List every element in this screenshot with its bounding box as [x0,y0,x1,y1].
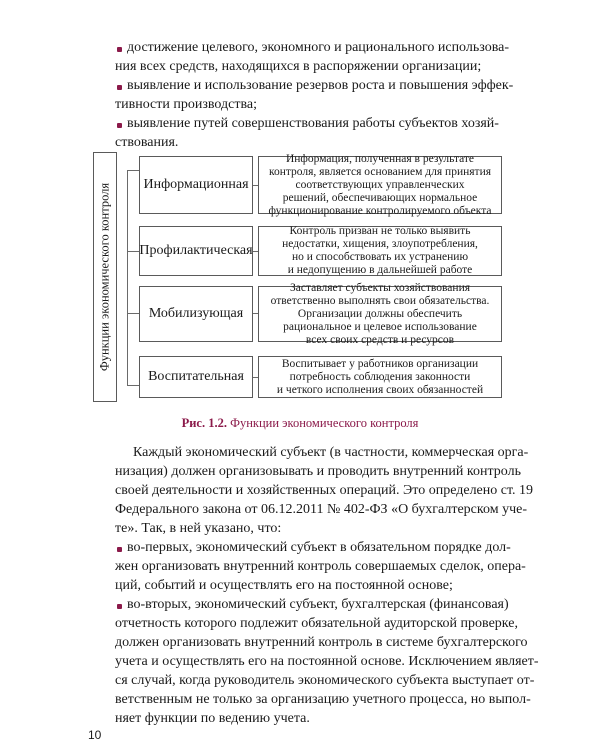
function-name: Профилактическая [139,243,253,258]
desc-line: решений, обеспечивающих нормальное [282,191,478,204]
bullet-line: достижение целевого, экономного и рационального использова- [127,40,509,55]
bullet-line: во-вторых, экономический субъект, бухгалтерская (финансовая) [127,597,509,612]
bullet-marker [117,47,122,52]
bullet-line: во-первых, экономический субъект в обязательном порядке дол- [127,540,511,555]
bullet-line: учета и осуществлять его на постоянной основе. Исключением являет- [115,654,539,669]
desc-line: Контроль призван не только выявить [289,225,471,237]
bullet-marker [117,547,122,552]
desc-line: рациональное и целевое использование [283,320,477,333]
function-box-informational [139,156,253,214]
paragraph-line: своей деятельности и хозяйственных операций. Это определено ст. 19 [115,483,534,498]
function-name: Воспитательная [148,369,244,384]
paragraph-line: Каждый экономический субъект (в частности, коммерческая орга- [133,445,529,460]
bullet-line: ций, событий и осуществлять его на постоянной основе; [115,578,453,593]
connector-trunk [127,170,128,385]
bullet-line: выявление путей совершенствования работы субъектов хозяй- [127,116,499,131]
function-box-preventive [139,226,253,276]
desc-line: недостатки, хищения, злоупотребления, [282,238,478,250]
desc-line: и недопущению в дальнейшей работе [287,264,473,276]
desc-line: функционирование контролируемого объекта [268,204,492,217]
desc-line: всех своих средств и ресурсов [305,333,455,346]
bullet-line: выявление и использование резервов роста и повышения эффек- [127,78,514,93]
connector-branch [127,385,139,386]
function-desc-preventive [258,226,502,276]
paragraph-line: низация) должен организовывать и проводить внутренний контроль [115,464,521,479]
connector-branch [127,313,139,314]
bullet-line: должен организовать внутренний контроль в системе бухгалтерского [115,635,528,650]
connector-branch [127,251,139,252]
desc-line: Воспитывает у работников организации [281,357,479,370]
bullet-line: ветственным не только за организацию учетного процесса, но выпол- [115,692,531,707]
bullet-marker [117,85,122,90]
function-desc-mobilizing [258,281,502,346]
desc-line: и четкого исполнения своих обязанностей [276,383,484,396]
function-name: Мобилизующая [148,306,244,321]
desc-line: но и способствовать их устранению [291,251,469,263]
desc-line: контроля, является основанием для принятия [268,165,492,178]
page-number: 10 [88,728,102,742]
function-desc-educational [258,356,502,398]
bullet-marker [117,604,122,609]
desc-line: потребность соблюдения законности [289,370,471,383]
desc-line: Заставляет субъекты хозяйствования [289,281,471,294]
bullet-line: няет функции по ведению учета. [115,711,310,726]
desc-line: Организации должны обеспечить [297,307,463,320]
caption-text: Функции экономического контроля [230,416,419,430]
bullet-line: отчетность которого подлежит обязательной аудиторской проверке, [115,616,518,631]
connector-branch [127,170,139,171]
bullet-marker [117,123,122,128]
paragraph-line: те». Так, в ней указано, что: [115,521,282,536]
bullet-line: жен организовать внутренний контроль совершаемых сделок, опера- [115,559,526,574]
function-desc-informational [258,152,502,217]
figure-caption [0,416,600,431]
bullet-line: ния всех средств, находящихся в распоряжении организации; [115,59,482,74]
bullet-line: ся случай, когда руководитель экономического субъекта выступает от- [115,673,535,688]
paragraph-line: Федерального закона от 06.12.2011 № 402-ФЗ «О бухгалтерском уче- [115,502,527,517]
diagram-vertical-label: Функции экономического контроля [97,182,112,372]
bullet-line: тивности производства; [115,97,257,112]
desc-line: соответствующих управленческих [295,178,465,191]
diagram-vertical-label-box [93,152,117,402]
function-box-mobilizing [139,286,253,342]
function-name: Информационная [143,177,249,192]
caption-number: Рис. 1.2. [181,416,227,430]
desc-line: ответственно выполнять свои обязательства. [270,294,490,307]
desc-line: Информация, полученная в результате [285,152,475,165]
bullet-line: ствования. [115,135,179,150]
function-box-educational [139,356,253,398]
